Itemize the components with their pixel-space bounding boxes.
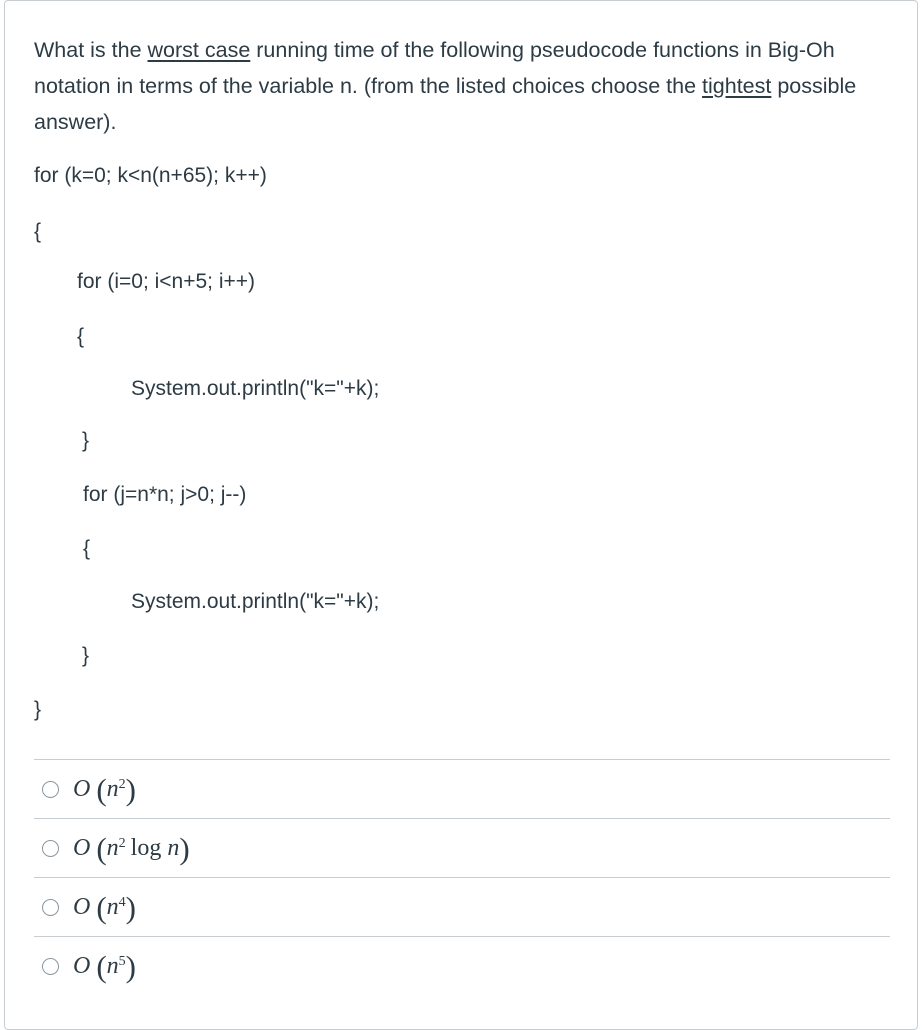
- exponent: 2: [118, 777, 126, 792]
- answer-list: [34, 759, 890, 995]
- exponent: 4: [118, 895, 126, 910]
- exponent: 5: [118, 954, 126, 969]
- worst-case-underlined: worst case: [147, 38, 251, 62]
- big-o-symbol: O: [73, 834, 91, 861]
- answer-math: [73, 771, 136, 807]
- variable: n: [106, 952, 119, 979]
- tightest-underlined: tightest: [702, 74, 772, 98]
- close-paren: ): [125, 889, 136, 925]
- code-inner-j-close-brace: }: [82, 644, 90, 667]
- answer-option-4[interactable]: [34, 936, 890, 995]
- question-text-part: possible answer).: [34, 74, 857, 134]
- big-o-symbol: O: [73, 952, 91, 979]
- radio-button[interactable]: [42, 781, 59, 798]
- variable: n: [167, 834, 180, 861]
- variable: n: [106, 893, 119, 920]
- code-print-2: System.out.println("k="+k);: [131, 590, 380, 613]
- close-paren: ): [125, 948, 136, 984]
- radio-button[interactable]: [42, 958, 59, 975]
- open-paren: (: [96, 889, 107, 925]
- answer-math: [73, 889, 136, 925]
- variable: n: [106, 775, 119, 802]
- code-outer-open-brace: {: [34, 220, 42, 243]
- code-inner-for-i: for (i=0; i<n+5; i++): [77, 270, 256, 293]
- question-text: [34, 32, 894, 140]
- close-paren: ): [179, 830, 190, 866]
- exponent: 2: [118, 836, 126, 851]
- code-outer-for: for (k=0; k<n(n+65); k++): [34, 164, 267, 187]
- question-text-part: What is the: [34, 38, 148, 62]
- radio-button[interactable]: [42, 899, 59, 916]
- answer-math: [73, 948, 136, 984]
- close-paren: ): [125, 771, 136, 807]
- code-outer-close-brace: }: [34, 698, 42, 721]
- answer-option-3[interactable]: [34, 877, 890, 936]
- answer-math: [73, 830, 190, 866]
- log-function: log: [130, 834, 162, 861]
- open-paren: (: [96, 771, 107, 807]
- code-inner-i-close-brace: }: [82, 429, 90, 452]
- code-inner-for-j: for (j=n*n; j>0; j--): [83, 483, 247, 506]
- answer-option-1[interactable]: [34, 759, 890, 818]
- code-print-1: System.out.println("k="+k);: [131, 377, 380, 400]
- open-paren: (: [96, 948, 107, 984]
- open-paren: (: [96, 830, 107, 866]
- code-inner-i-open-brace: {: [77, 325, 85, 348]
- code-inner-j-open-brace: {: [83, 537, 91, 560]
- question-text-part: running time of the following pseudocode functions in Big-Oh notation in terms of the variable n. (from the listed choices choose the: [34, 38, 835, 98]
- big-o-symbol: O: [73, 893, 91, 920]
- answer-option-2[interactable]: [34, 818, 890, 877]
- variable: n: [106, 834, 119, 861]
- radio-button[interactable]: [42, 840, 59, 857]
- big-o-symbol: O: [73, 775, 91, 802]
